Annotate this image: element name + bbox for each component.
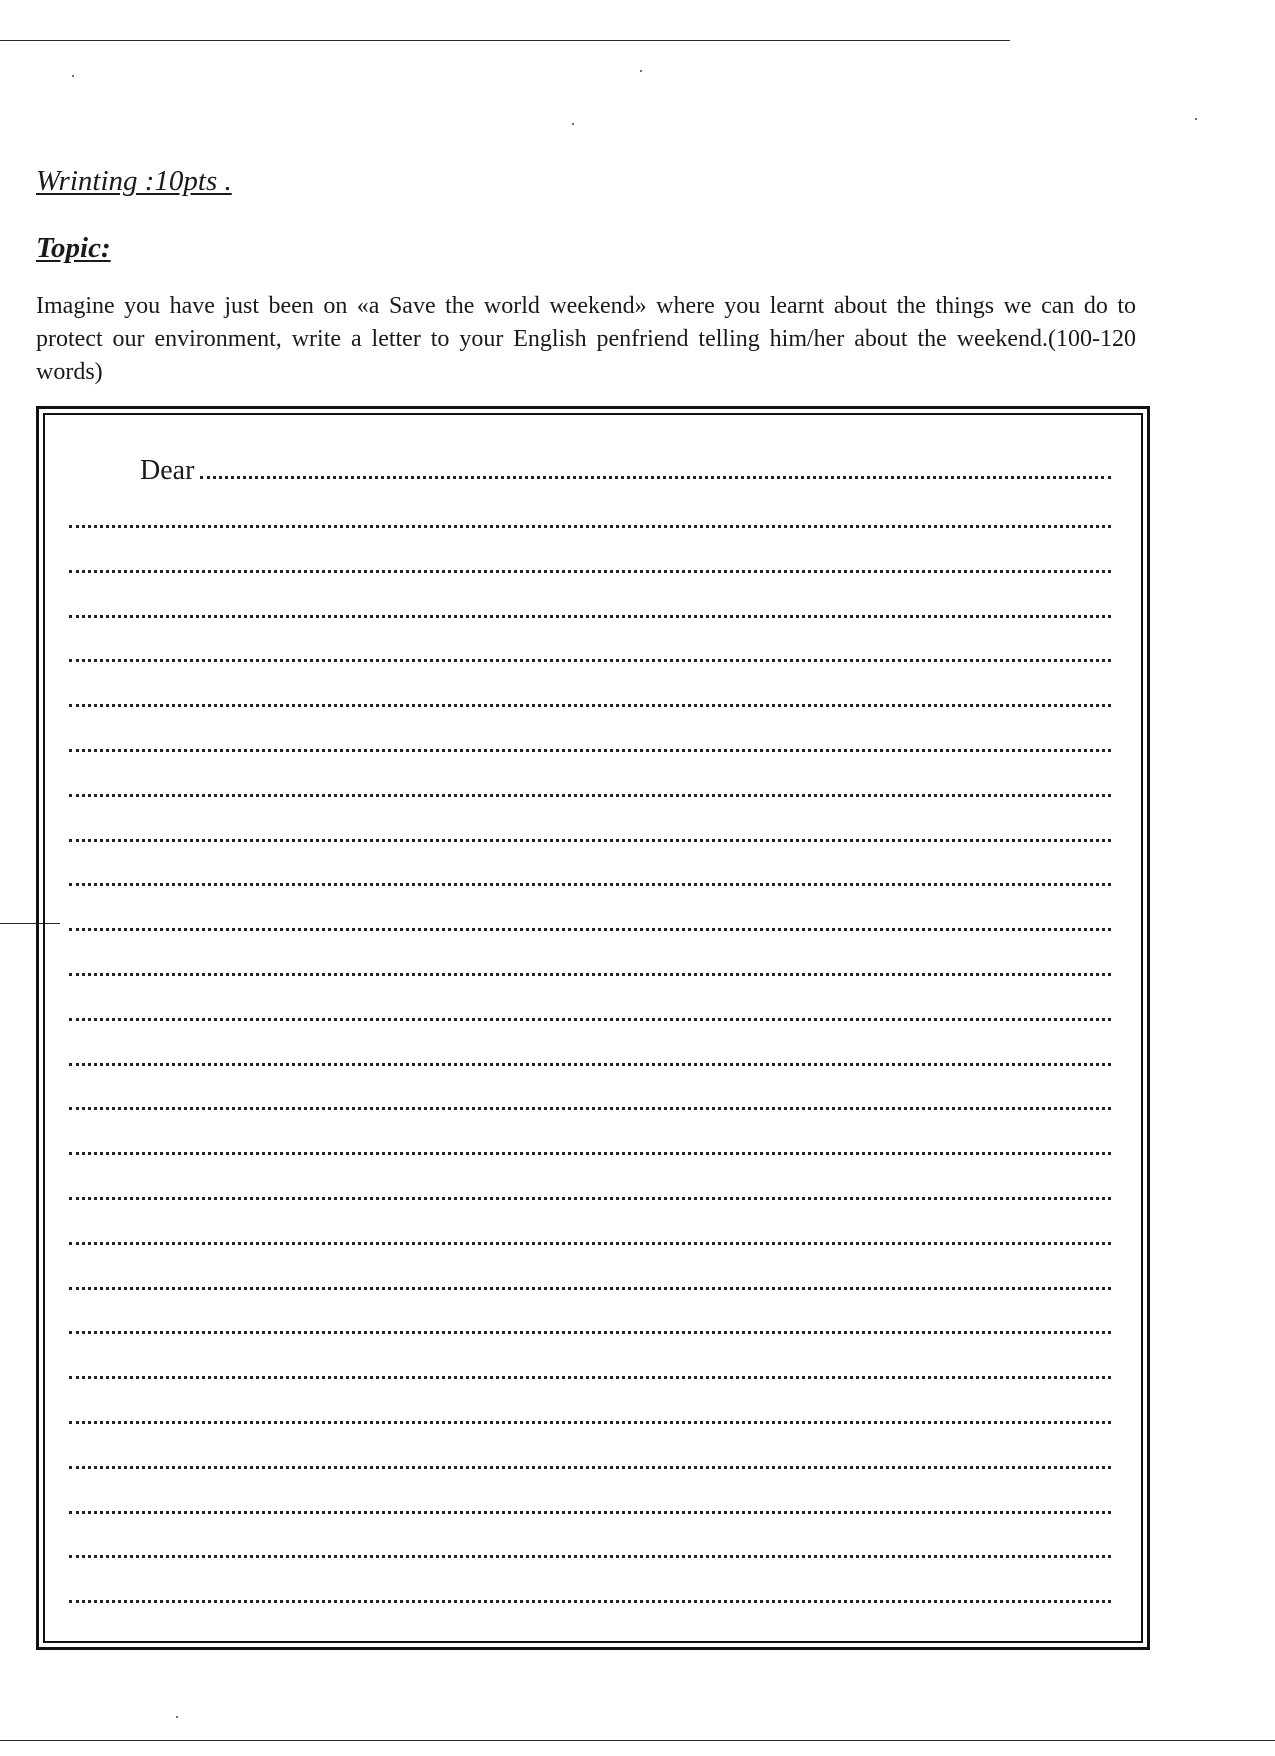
writing-line[interactable]: [69, 525, 1111, 528]
writing-line[interactable]: [69, 928, 1111, 931]
salutation-blank[interactable]: [200, 475, 1111, 479]
writing-line[interactable]: [69, 1466, 1111, 1469]
scan-speck: [572, 123, 574, 125]
writing-line[interactable]: [69, 1331, 1111, 1334]
topic-label: Topic:: [36, 232, 111, 264]
writing-line[interactable]: [69, 1421, 1111, 1424]
writing-line[interactable]: [69, 659, 1111, 662]
writing-line[interactable]: [69, 1600, 1111, 1603]
writing-line[interactable]: [69, 1018, 1111, 1021]
writing-line[interactable]: [69, 1287, 1111, 1290]
salutation-label: Dear: [140, 455, 195, 486]
writing-line[interactable]: [69, 883, 1111, 886]
writing-line[interactable]: [69, 973, 1111, 976]
writing-prompt: Imagine you have just been on «a Save the world weekend» where you learnt about the things we can do to protect our environment, write a letter to your English penfriend telling him/her about the weekend.(100-120 words): [36, 293, 1136, 385]
scan-speck: [72, 75, 74, 77]
scan-speck: [1195, 118, 1197, 120]
writing-line[interactable]: [69, 1107, 1111, 1110]
top-scan-rule: [0, 40, 1010, 41]
writing-line[interactable]: [69, 1242, 1111, 1245]
answer-box: [36, 406, 1150, 1650]
writing-line[interactable]: [69, 839, 1111, 842]
section-title: Wrinting :10pts .: [36, 165, 232, 197]
answer-box-inner: [43, 413, 1143, 1643]
writing-line[interactable]: [69, 570, 1111, 573]
scan-speck: [640, 70, 642, 72]
writing-line[interactable]: [69, 1063, 1111, 1066]
writing-line[interactable]: [69, 1511, 1111, 1514]
writing-line[interactable]: [69, 1197, 1111, 1200]
scan-speck: [176, 1716, 178, 1718]
writing-line[interactable]: [69, 794, 1111, 797]
salutation-row: [140, 455, 1111, 487]
writing-line[interactable]: [69, 749, 1111, 752]
bottom-scan-rule: [0, 1740, 1275, 1741]
writing-line[interactable]: [69, 1376, 1111, 1379]
writing-line[interactable]: [69, 615, 1111, 618]
writing-line[interactable]: [69, 1152, 1111, 1155]
writing-line[interactable]: [69, 1555, 1111, 1558]
writing-line[interactable]: [69, 704, 1111, 707]
